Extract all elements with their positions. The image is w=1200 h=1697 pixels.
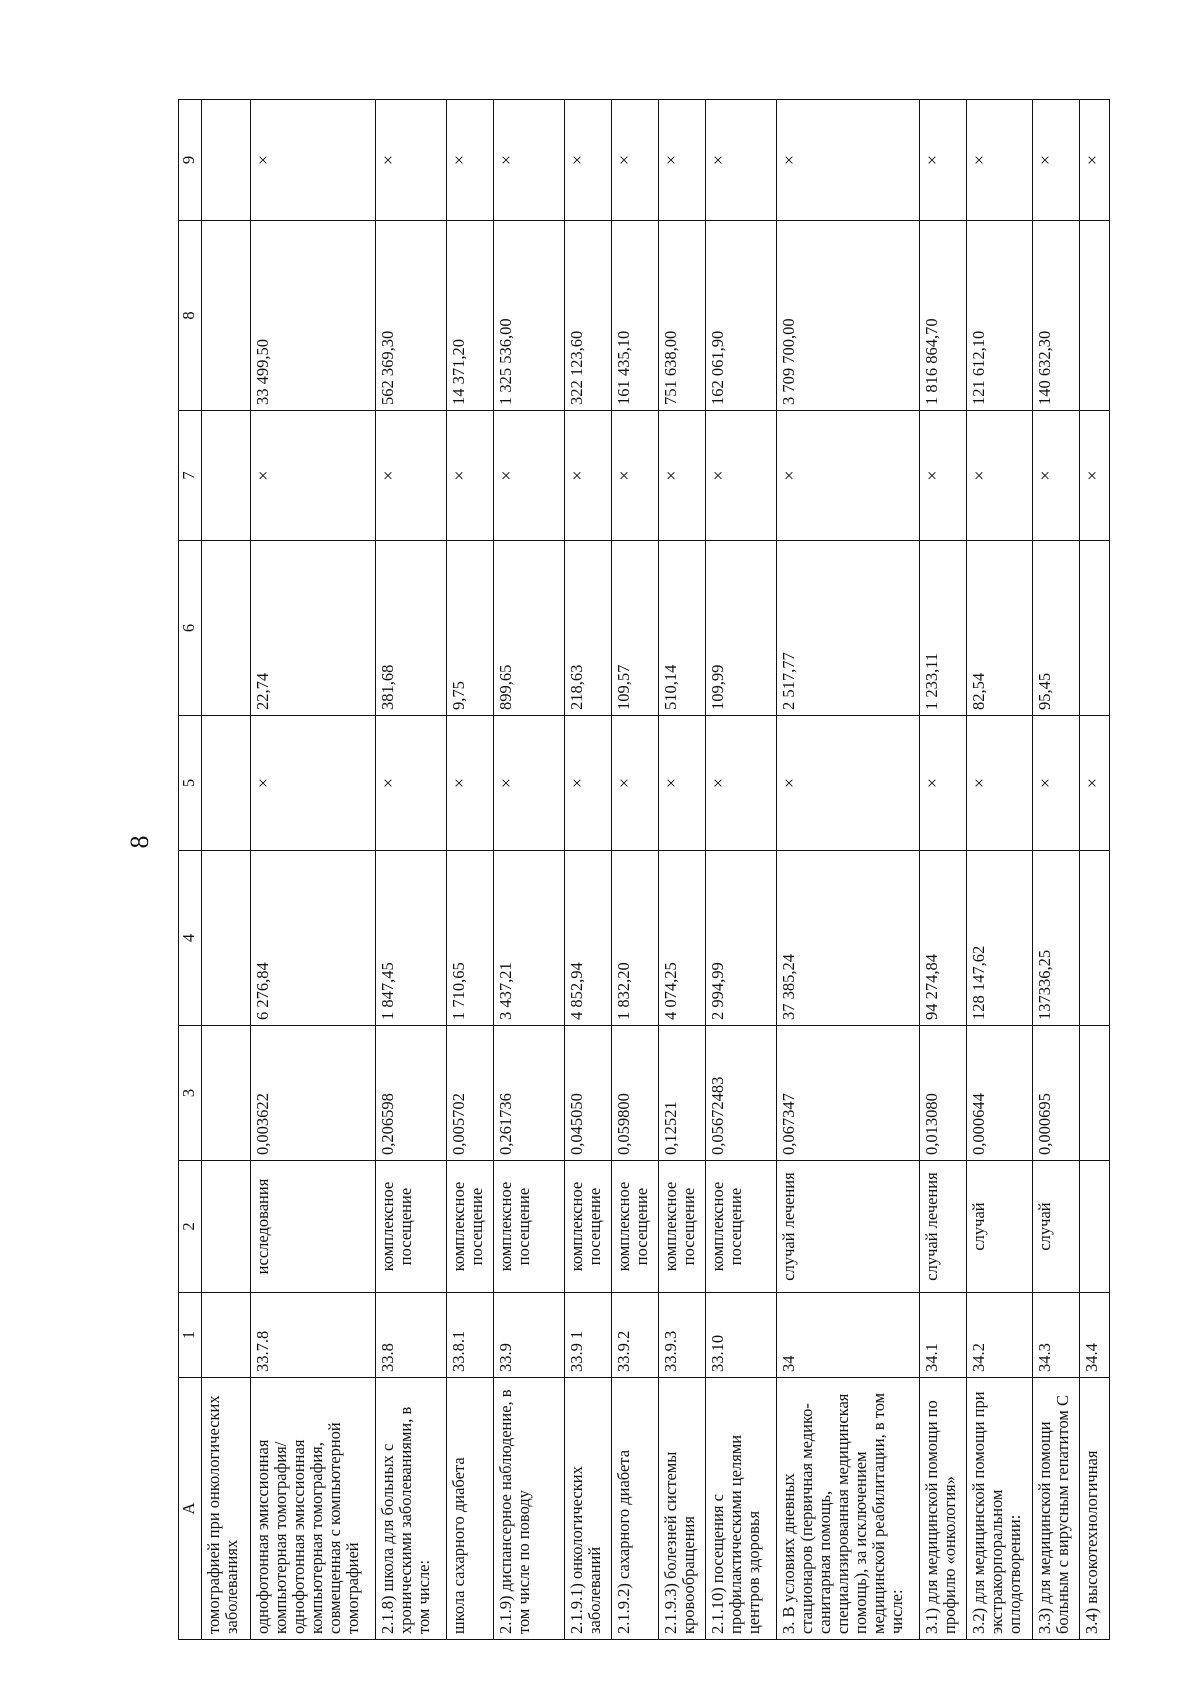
row-label: 3.2) для медицинской помощи при экстракорпоральном оплодотворении:	[967, 1378, 1032, 1640]
column-header: A	[179, 1378, 202, 1640]
table-cell: комплексное посещение	[706, 1161, 777, 1293]
table-cell: ×	[659, 716, 706, 851]
table-cell: ×	[251, 716, 376, 851]
table-cell: случай	[1032, 1161, 1079, 1293]
row-number: 33.10	[706, 1293, 777, 1378]
table-cell: ×	[659, 411, 706, 541]
table-cell: ×	[1032, 100, 1079, 221]
table-cell: ×	[564, 100, 611, 221]
table-cell: 161 435,10	[611, 221, 658, 411]
table-cell: ×	[919, 411, 966, 541]
table-cell: ×	[967, 100, 1032, 221]
table-row	[967, 100, 1032, 1640]
table-cell: 2 994,99	[706, 851, 777, 1026]
table-cell	[1079, 541, 1109, 716]
table-cell	[202, 1026, 251, 1161]
table-cell: 4 852,94	[564, 851, 611, 1026]
table-cell: 6 276,84	[251, 851, 376, 1026]
row-label: 3. В условиях дневных стационаров (первичная медико-санитарная помощь, специализированная медицинская помощь), за исключением медицинской реабилитации, в том числе:	[777, 1378, 920, 1640]
row-label: школа сахарного диабета	[446, 1378, 493, 1640]
table-row	[202, 100, 251, 1640]
table-cell: 0,045050	[564, 1026, 611, 1161]
table-cell: ×	[251, 100, 376, 221]
table-cell: комплексное посещение	[659, 1161, 706, 1293]
table-cell: случай лечения	[777, 1161, 920, 1293]
table-cell: 3 709 700,00	[777, 221, 920, 411]
table-cell: 0,000644	[967, 1026, 1032, 1161]
table-cell: ×	[493, 100, 564, 221]
table-cell: ×	[659, 100, 706, 221]
header-row	[179, 100, 202, 1640]
table-cell: 0,206598	[375, 1026, 446, 1161]
table-cell	[1079, 1161, 1109, 1293]
table-cell: ×	[446, 100, 493, 221]
table-cell: ×	[611, 716, 658, 851]
table-cell: 0,005702	[446, 1026, 493, 1161]
column-header: 5	[179, 716, 202, 851]
column-header: 1	[179, 1293, 202, 1378]
table-cell: 4 074,25	[659, 851, 706, 1026]
row-number: 33.7.8	[251, 1293, 376, 1378]
table-row	[706, 100, 777, 1640]
table-cell: 0,059800	[611, 1026, 658, 1161]
table-cell: ×	[777, 100, 920, 221]
table-cell: ×	[493, 716, 564, 851]
table-cell: 1 816 864,70	[919, 221, 966, 411]
table-row	[1079, 100, 1109, 1640]
table-cell: 82,54	[967, 541, 1032, 716]
table-row	[446, 100, 493, 1640]
table-cell: 140 632,30	[1032, 221, 1079, 411]
table-cell: 0,12521	[659, 1026, 706, 1161]
row-label: 2.1.9.3) болезней системы кровообращения	[659, 1378, 706, 1640]
table-cell: случай лечения	[919, 1161, 966, 1293]
table-cell: 218,63	[564, 541, 611, 716]
table-cell	[202, 541, 251, 716]
table-cell: 137336,25	[1032, 851, 1079, 1026]
row-label: томографией при онкологических заболеваниях	[202, 1378, 251, 1640]
row-label: 3.3) для медицинской помощи больным с вирусным гепатитом С	[1032, 1378, 1079, 1640]
table-cell: 3 437,21	[493, 851, 564, 1026]
table-cell: 37 385,24	[777, 851, 920, 1026]
rotated-table-container	[178, 100, 1110, 1640]
table-cell	[202, 411, 251, 541]
row-number: 33.8.1	[446, 1293, 493, 1378]
table-cell: 510,14	[659, 541, 706, 716]
table-row	[611, 100, 658, 1640]
column-header: 9	[179, 100, 202, 221]
row-number: 33.9.2	[611, 1293, 658, 1378]
table-cell: 0,000695	[1032, 1026, 1079, 1161]
table-cell: 0,05672483	[706, 1026, 777, 1161]
table-row	[251, 100, 376, 1640]
table-cell: ×	[611, 411, 658, 541]
row-label: 3.4) высокотехнологичная	[1079, 1378, 1109, 1640]
row-label: однофотонная эмиссионная компьютерная томография/ однофотонная эмиссионная компьютерная томография, совмещенная с компьютерной томографией	[251, 1378, 376, 1640]
column-header: 2	[179, 1161, 202, 1293]
table-cell	[202, 851, 251, 1026]
table-cell: 109,99	[706, 541, 777, 716]
row-number	[202, 1293, 251, 1378]
table-cell: ×	[446, 411, 493, 541]
table-cell	[202, 716, 251, 851]
table-cell: ×	[446, 716, 493, 851]
table-cell: 0,013080	[919, 1026, 966, 1161]
row-label: 2.1.9) диспансерное наблюдение, в том числе по поводу	[493, 1378, 564, 1640]
data-table	[178, 99, 1110, 1640]
column-header: 3	[179, 1026, 202, 1161]
table-cell: ×	[611, 100, 658, 221]
table-cell: ×	[493, 411, 564, 541]
table-cell: ×	[706, 716, 777, 851]
table-row	[1032, 100, 1079, 1640]
table-cell: 1 233,11	[919, 541, 966, 716]
page-number: 8	[125, 835, 154, 849]
column-header: 6	[179, 541, 202, 716]
table-cell: 0,003622	[251, 1026, 376, 1161]
table-cell: 1 847,45	[375, 851, 446, 1026]
table-cell	[1079, 1026, 1109, 1161]
table-cell: 562 369,30	[375, 221, 446, 411]
table-cell: ×	[251, 411, 376, 541]
table-cell: ×	[564, 716, 611, 851]
table-row	[777, 100, 920, 1640]
table-row	[919, 100, 966, 1640]
table-cell: 2 517,77	[777, 541, 920, 716]
row-number: 33.9	[493, 1293, 564, 1378]
table-cell: ×	[706, 411, 777, 541]
table-row	[564, 100, 611, 1640]
table-cell: 95,45	[1032, 541, 1079, 716]
table-cell: 22,74	[251, 541, 376, 716]
table-cell: комплексное посещение	[493, 1161, 564, 1293]
table-cell: ×	[919, 100, 966, 221]
table-cell: 33 499,50	[251, 221, 376, 411]
table-row	[659, 100, 706, 1640]
table-cell: 1 710,65	[446, 851, 493, 1026]
row-number: 34.4	[1079, 1293, 1109, 1378]
table-cell	[202, 1161, 251, 1293]
row-number: 33.9 1	[564, 1293, 611, 1378]
table-cell: 0,067347	[777, 1026, 920, 1161]
table-row	[375, 100, 446, 1640]
table-cell	[202, 221, 251, 411]
table-cell: ×	[706, 100, 777, 221]
row-label: 2.1.9.2) сахарного диабета	[611, 1378, 658, 1640]
table-cell: комплексное посещение	[375, 1161, 446, 1293]
row-number: 33.9.3	[659, 1293, 706, 1378]
table-cell: 9,75	[446, 541, 493, 716]
table-cell: 1 832,20	[611, 851, 658, 1026]
row-number: 34	[777, 1293, 920, 1378]
table-cell: 751 638,00	[659, 221, 706, 411]
table-cell: случай	[967, 1161, 1032, 1293]
table-row	[493, 100, 564, 1640]
table-cell: 0,261736	[493, 1026, 564, 1161]
table-cell: 128 147,62	[967, 851, 1032, 1026]
table-cell: ×	[1079, 716, 1109, 851]
table-cell: ×	[1079, 411, 1109, 541]
row-number: 33.8	[375, 1293, 446, 1378]
table-cell: ×	[375, 100, 446, 221]
table-cell	[1079, 221, 1109, 411]
table-cell: ×	[967, 716, 1032, 851]
table-cell: комплексное посещение	[446, 1161, 493, 1293]
table-cell: 899,65	[493, 541, 564, 716]
table-cell: 381,68	[375, 541, 446, 716]
table-cell: ×	[919, 716, 966, 851]
table-cell: 1 325 536,00	[493, 221, 564, 411]
table-cell: 162 061,90	[706, 221, 777, 411]
table-cell: 109,57	[611, 541, 658, 716]
row-label: 3.1) для медицинской помощи по профилю «онкология»	[919, 1378, 966, 1640]
table-cell: 121 612,10	[967, 221, 1032, 411]
table-cell: 94 274,84	[919, 851, 966, 1026]
table-cell	[202, 100, 251, 221]
row-label: 2.1.10) посещения с профилактическими целями центров здоровья	[706, 1378, 777, 1640]
table-cell: ×	[1032, 716, 1079, 851]
table-cell	[1079, 851, 1109, 1026]
table-cell: ×	[564, 411, 611, 541]
table-cell: 322 123,60	[564, 221, 611, 411]
column-header: 4	[179, 851, 202, 1026]
table-cell: ×	[375, 411, 446, 541]
table-cell: 14 371,20	[446, 221, 493, 411]
table-cell: ×	[1079, 100, 1109, 221]
table-cell: ×	[1032, 411, 1079, 541]
table-cell: комплексное посещение	[611, 1161, 658, 1293]
row-number: 34.2	[967, 1293, 1032, 1378]
table-cell: ×	[777, 716, 920, 851]
column-header: 8	[179, 221, 202, 411]
table-cell: комплексное посещение	[564, 1161, 611, 1293]
table-cell: ×	[375, 716, 446, 851]
table-cell: ×	[777, 411, 920, 541]
row-number: 34.3	[1032, 1293, 1079, 1378]
column-header: 7	[179, 411, 202, 541]
table-cell: исследования	[251, 1161, 376, 1293]
row-label: 2.1.8) школа для больных с хроническими заболеваниями, в том числе:	[375, 1378, 446, 1640]
row-label: 2.1.9.1) онкологических заболеваний	[564, 1378, 611, 1640]
row-number: 34.1	[919, 1293, 966, 1378]
table-cell: ×	[967, 411, 1032, 541]
